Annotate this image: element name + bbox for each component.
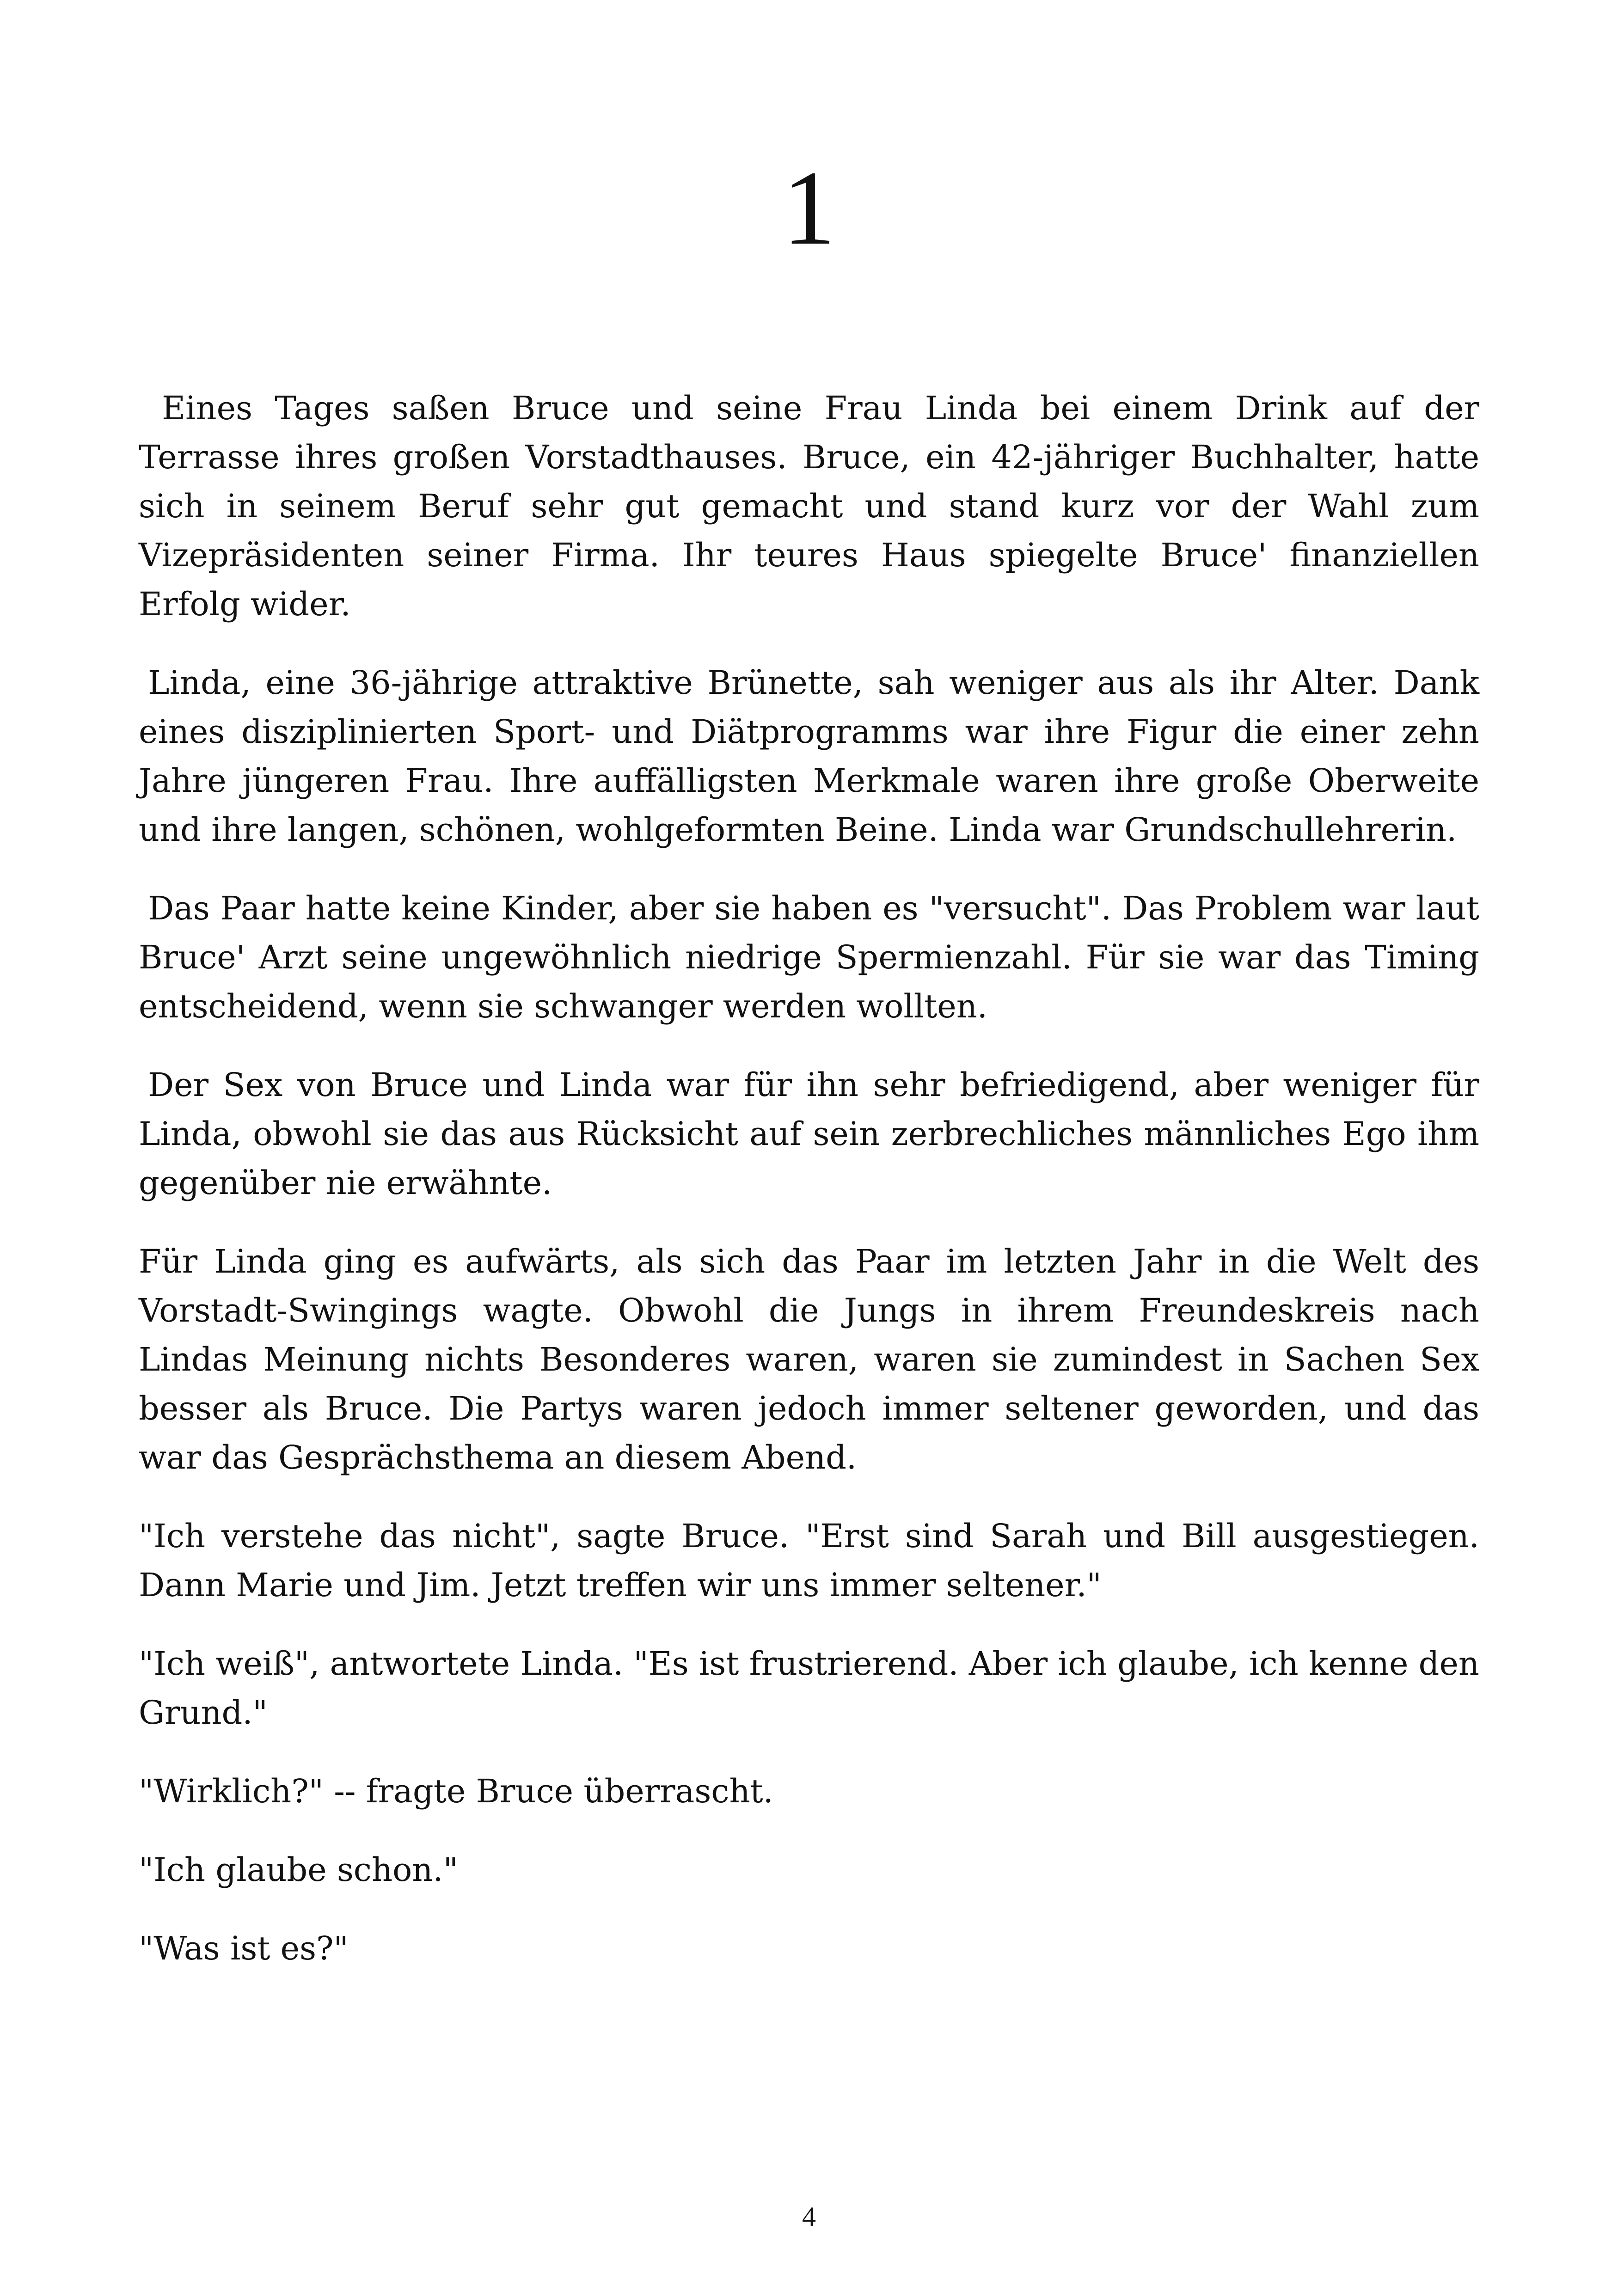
paragraph: Das Paar hatte keine Kinder, aber sie haben es "versucht". Das Problem war laut Bruce' Arzt seine ungewöhnlich niedrige Spermienzahl. Für sie war das Timing entscheidend, wenn sie schwanger werden wollten. [139,889,1479,1025]
chapter-body [139,384,1479,2002]
page-number: 4 [802,2201,816,2232]
paragraph: Für Linda ging es aufwärts, als sich das Paar im letzten Jahr in die Welt des Vorstadt-Swingings wagte. Obwohl die Jungs in ihrem Freundeskreis nach Lindas Meinung nichts Besonderes waren, waren sie zumindest in Sachen Sex besser als Bruce. Die Partys waren jedoch immer seltener geworden, und das war das Gesprächsthema an diesem Abend. [139,1243,1479,1476]
paragraph: "Ich weiß", antwortete Linda. "Es ist frustrierend. Aber ich glaube, ich kenne den Grund." [139,1645,1479,1732]
paragraph: "Ich glaube schon." [139,1851,458,1889]
paragraph: Linda, eine 36-jährige attraktive Brünette, sah weniger aus als ihr Alter. Dank eines disziplinierten Sport- und Diätprogramms war ihre Figur die einer zehn Jahre jüngeren Frau. Ihre auffälligsten Merkmale waren ihre große Oberweite und ihre langen, schönen, wohlgeformten Beine. Linda war Grundschullehrerin. [139,664,1479,849]
chapter-number: 1 [782,149,836,267]
paragraph: "Ich verstehe das nicht", sagte Bruce. "Erst sind Sarah und Bill ausgestiegen. Dann Marie und Jim. Jetzt treffen wir uns immer seltener." [139,1517,1479,1604]
paragraph: "Was ist es?" [139,1929,349,1967]
paragraph: Eines Tages saßen Bruce und seine Frau Linda bei einem Drink auf der Terrasse ihres großen Vorstadthauses. Bruce, ein 42-jähriger Buchhalter, hatte sich in seinem Beruf sehr gut gemacht und stand kurz vor der Wahl zum Vizepräsidenten seiner Firma. Ihr teures Haus spiegelte Bruce' finanziellen Erfolg wider. [139,389,1479,623]
paragraph: "Wirklich?" -- fragte Bruce überrascht. [139,1772,773,1810]
paragraph: Der Sex von Bruce und Linda war für ihn sehr befriedigend, aber weniger für Linda, obwohl sie das aus Rücksicht auf sein zerbrechliches männliches Ego ihm gegenüber nie erwähnte. [139,1066,1479,1202]
